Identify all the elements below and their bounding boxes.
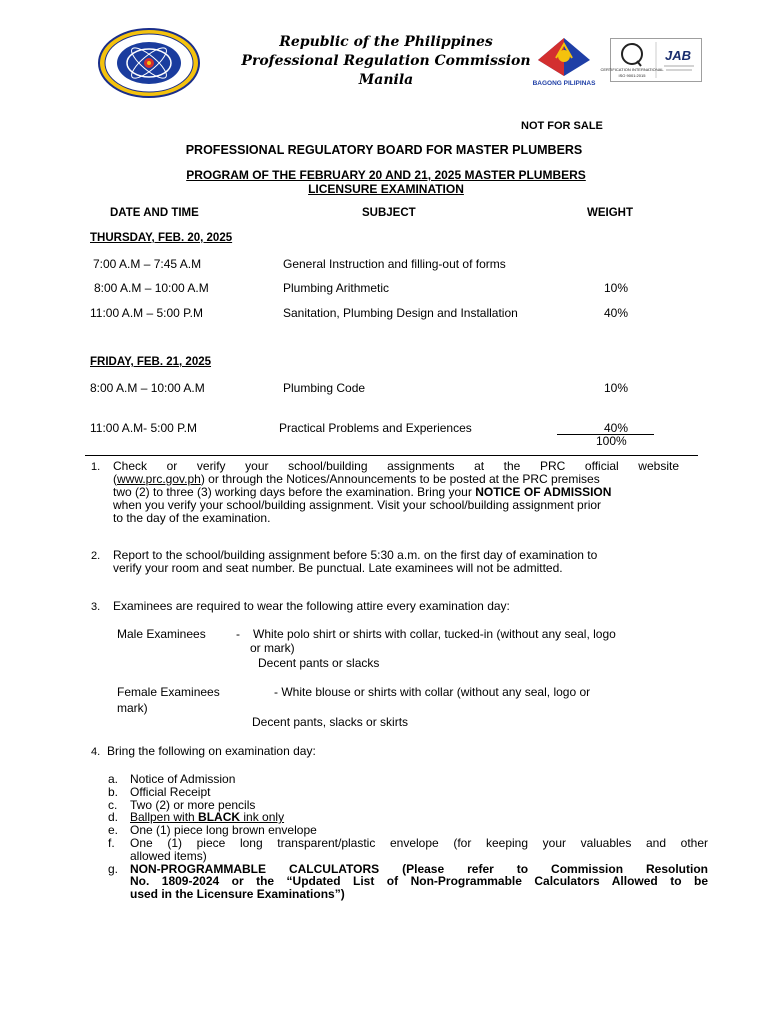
list-letter: b.: [108, 784, 119, 799]
list-text: [130, 863, 708, 901]
section-divider: [85, 455, 698, 456]
program-title-line2: LICENSURE EXAMINATION: [308, 182, 464, 196]
schedule-subject: Practical Problems and Experiences: [279, 421, 472, 435]
day1-label: THURSDAY, FEB. 20, 2025: [90, 232, 233, 244]
prc-seal-logo: [97, 28, 201, 98]
list-item: [108, 863, 708, 901]
schedule-time: 11:00 A.M- 5:00 P.M: [90, 421, 197, 435]
list-text-post: ink only: [240, 810, 285, 825]
iso-certification-logo: [600, 38, 702, 82]
list-text-line: One (1) piece long transparent/plastic envelope (for keeping your valuables and other: [130, 835, 708, 850]
female-examinees-label: Female Examinees: [117, 685, 220, 699]
agency-header: [200, 33, 572, 90]
column-header-date: DATE AND TIME: [110, 207, 199, 219]
cert-label: CERTIFICATION INTERNATIONAL: [600, 67, 664, 72]
male-attire: White polo shirt or shirts with collar, tucked-in (without any seal, logo: [253, 627, 616, 641]
prc-website-link[interactable]: www.prc.gov.ph: [117, 472, 201, 486]
bagong-pilipinas-logo: [526, 32, 602, 88]
not-for-sale-label: NOT FOR SALE: [521, 120, 603, 132]
list-item: [108, 786, 708, 799]
schedule-subject: General Instruction and filling-out of forms: [283, 257, 506, 271]
day2-label: FRIDAY, FEB. 21, 2025: [90, 356, 212, 368]
schedule-subject: Sanitation, Plumbing Design and Installation: [283, 306, 518, 320]
list-text: Notice of Admission: [130, 772, 236, 786]
list-item: [108, 837, 708, 863]
bring-items-list: [108, 773, 708, 901]
list-letter: c.: [108, 797, 118, 812]
instruction-3: Examinees are required to wear the following attire every examination day:: [113, 599, 510, 613]
male-examinees-label: Male Examinees: [117, 627, 206, 641]
board-title: PROFESSIONAL REGULATORY BOARD FOR MASTER PLUMBERS: [185, 143, 583, 157]
instruction-number: 2.: [91, 550, 101, 562]
header-commission: Professional Regulation Commission: [241, 53, 531, 69]
list-text: [130, 837, 708, 863]
list-letter: g.: [108, 861, 119, 876]
schedule-time: 7:00 A.M – 7:45 A.M: [93, 257, 202, 271]
column-header-subject: SUBJECT: [362, 207, 416, 219]
column-header-weight: WEIGHT: [587, 207, 633, 219]
schedule-subject: Plumbing Code: [283, 381, 366, 395]
instruction-1-line: when you verify your school/building assignment. Visit your school/building assignment prior: [113, 498, 602, 512]
instruction-number: 1.: [91, 461, 101, 473]
paren: (: [113, 472, 117, 486]
list-item: [108, 773, 708, 786]
female-attire: mark): [117, 701, 148, 715]
schedule-weight: 10%: [604, 281, 629, 295]
bagong-label: BAGONG PILIPINAS: [532, 80, 596, 87]
schedule-weight: 40%: [604, 306, 629, 320]
list-letter: e.: [108, 823, 119, 838]
list-text-pre: Ballpen with: [130, 810, 199, 825]
schedule-time: 11:00 A.M – 5:00 P.M: [90, 306, 203, 320]
instruction-1-line: Check or verify your school/building assignments at the PRC official website: [113, 459, 679, 473]
instruction-1: [113, 460, 679, 525]
list-text: Official Receipt: [130, 784, 211, 799]
list-letter: a.: [108, 772, 119, 786]
list-text-line: No. 1809-2024 or the “Updated List of Non-Programmable Calculators Allowed to be: [130, 874, 708, 889]
list-text-line: allowed items): [130, 848, 207, 863]
schedule-weight: 10%: [604, 381, 629, 395]
cert-iso: ISO 9001:2015: [618, 73, 646, 78]
instruction-1-line: to the day of the examination.: [113, 511, 271, 525]
list-text: Two (2) or more pencils: [130, 797, 256, 812]
weight-total: 100%: [596, 434, 627, 448]
list-text-line: NON-PROGRAMMABLE CALCULATORS (Please refer to Commission Resolution: [130, 861, 708, 876]
list-letter: d.: [108, 810, 119, 825]
list-text-line: used in the Licensure Examinations”): [130, 887, 345, 902]
list-text: One (1) piece long brown envelope: [130, 823, 317, 838]
list-letter: f.: [108, 835, 115, 850]
female-attire: Decent pants, slacks or skirts: [252, 715, 409, 729]
program-title: [0, 168, 772, 196]
instruction-1-text: ) or through the Notices/Announcements to be posted at the PRC premises: [200, 472, 600, 486]
female-attire: - White blouse or shirts with collar (without any seal, logo or: [274, 685, 591, 699]
male-dash: -: [236, 627, 240, 641]
jab-label: JAB: [664, 48, 692, 63]
schedule-time: 8:00 A.M – 10:00 A.M: [94, 281, 209, 295]
header-republic: Republic of the Philippines: [279, 34, 493, 50]
instruction-number: 3.: [91, 601, 101, 613]
instruction-2-line: Report to the school/building assignment before 5:30 a.m. on the first day of examination to: [113, 548, 598, 562]
header-city: Manila: [358, 72, 414, 88]
instruction-2: [113, 549, 693, 575]
instruction-2-line: verify your room and seat number. Be punctual. Late examinees will not be admitted.: [113, 561, 563, 575]
instruction-number: 4.: [91, 746, 101, 758]
male-attire: or mark): [250, 641, 295, 655]
instruction-1-text: two (2) to three (3) working days before the examination. Bring your: [113, 485, 476, 499]
notice-of-admission-emphasis: NOTICE OF ADMISSION: [475, 485, 612, 499]
male-attire: Decent pants or slacks: [258, 656, 380, 670]
schedule-weight: 40%: [604, 421, 629, 435]
instruction-4: Bring the following on examination day:: [107, 744, 316, 758]
program-title-line1: PROGRAM OF THE FEBRUARY 20 AND 21, 2025 MASTER PLUMBERS: [186, 168, 586, 182]
black-ink-emphasis: BLACK: [198, 810, 241, 825]
schedule-time: 8:00 A.M – 10:00 A.M: [90, 381, 205, 395]
schedule-subject: Plumbing Arithmetic: [283, 281, 390, 295]
